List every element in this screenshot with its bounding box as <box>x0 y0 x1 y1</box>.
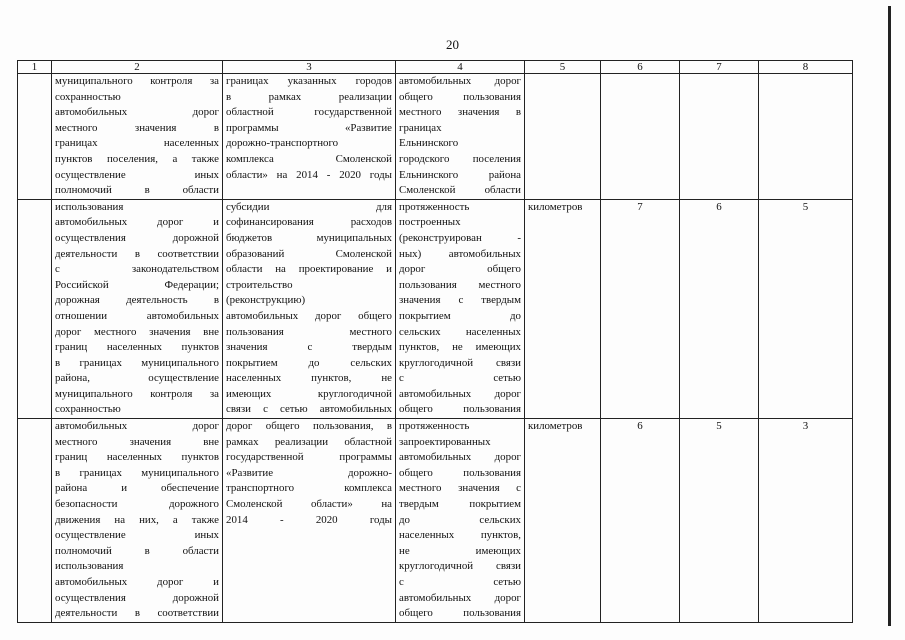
text-line: района, осуществление <box>55 372 219 385</box>
cell-value: 7 <box>601 199 680 418</box>
page-number: 20 <box>446 37 459 52</box>
text-line: комплекса Смоленской <box>226 152 392 165</box>
text-line: протяженность <box>399 200 470 213</box>
text-line: значения с твердым <box>399 294 521 307</box>
table-row <box>18 74 853 200</box>
column-header: 3 <box>223 61 396 74</box>
text-line: построенных <box>399 216 461 229</box>
cell-unit <box>525 74 601 200</box>
text-line: движения на них, а также <box>55 513 219 526</box>
text-line: имеющих круглогодичной <box>226 387 392 400</box>
text-line: района и обеспечение <box>55 482 219 495</box>
cell-indicator <box>396 199 525 418</box>
text-line: деятельности в соответствии <box>55 607 219 620</box>
text-line: пунктов поселения, а также <box>55 152 219 165</box>
cell-value <box>601 74 680 200</box>
text-line: области» на 2014 - 2020 годы <box>226 168 392 181</box>
cell-value: 6 <box>601 419 680 623</box>
text-line: общего пользования <box>399 607 521 620</box>
text-line: Российской Федерации; <box>55 278 219 291</box>
cell-number <box>18 419 52 623</box>
text-line: осуществление иных <box>55 529 219 542</box>
cell-indicator <box>396 74 525 200</box>
text-line: в границах муниципального <box>55 356 219 369</box>
text-line: сохранностью <box>55 403 121 416</box>
text-line: 2014 - 2020 годы <box>226 513 392 526</box>
text-line: государственной программы <box>226 451 392 464</box>
text-line: субсидии для <box>226 200 392 213</box>
text-line: круглогодичной связи <box>399 560 521 573</box>
cell-unit: километров <box>525 419 601 623</box>
text-line: (реконструкцию) <box>226 294 306 307</box>
text-line: пользования местного <box>226 325 392 338</box>
text-line: с сетью <box>399 576 521 588</box>
text-line: местного значения с <box>399 482 521 495</box>
page-edge-rule <box>888 6 891 626</box>
text-line: осуществления дорожной <box>55 591 219 604</box>
text-line: рамках реализации областной <box>226 435 392 448</box>
table-row <box>18 199 853 418</box>
text-line: покрытием до <box>399 309 521 322</box>
column-header: 5 <box>525 61 601 74</box>
column-header: 6 <box>601 61 680 74</box>
text-line: с законодательством <box>55 263 219 276</box>
text-line: автомобильных дорог и <box>55 576 219 588</box>
text-line: программы «Развитие <box>226 121 392 134</box>
text-line: осуществления дорожной <box>55 231 219 244</box>
text-line: полномочий в области <box>55 184 219 197</box>
text-line: сохранностью <box>55 90 121 103</box>
cell-funding <box>223 74 396 200</box>
cell-description <box>52 199 223 418</box>
table-row <box>18 419 853 623</box>
text-line: в рамках реализации <box>226 90 392 103</box>
document-table <box>17 60 853 623</box>
column-header: 8 <box>759 61 853 74</box>
text-line: автомобильных дорог <box>399 387 521 400</box>
text-line: софинансирования расходов <box>226 216 392 229</box>
text-line: общего пользования <box>399 403 521 416</box>
text-line: строительство <box>226 278 293 291</box>
text-line: покрытием до сельских <box>226 356 392 369</box>
cell-value: 5 <box>680 419 759 623</box>
text-line: границах населенных <box>55 137 219 150</box>
text-line: области на проектирование и <box>226 263 392 276</box>
text-line: дорог местного значения вне <box>55 325 219 338</box>
text-line: до сельских <box>399 513 521 526</box>
text-line: дорожно-транспортного <box>226 137 339 150</box>
text-line: дорожная деятельность в <box>55 294 219 307</box>
text-line: связи с сетью автомобильных <box>226 403 392 416</box>
text-line: деятельности в соответствии <box>55 247 219 260</box>
cell-description <box>52 419 223 623</box>
text-line: автомобильных дорог <box>55 106 219 119</box>
text-line: осуществление иных <box>55 168 219 181</box>
text-line: автомобильных дорог общего <box>226 309 392 322</box>
text-line: автомобильных дорог <box>399 75 521 87</box>
text-line: автомобильных дорог <box>399 451 521 464</box>
text-line: городского поселения <box>399 152 521 165</box>
cell-funding <box>223 419 396 623</box>
text-line: сельских населенных <box>399 325 521 338</box>
column-header: 1 <box>18 61 52 74</box>
text-line: общего пользования <box>399 90 521 103</box>
text-line: местного значения в <box>399 106 521 119</box>
text-line: автомобильных дорог <box>55 420 219 433</box>
text-line: дорог общего <box>399 263 521 276</box>
text-line: Смоленской области» на <box>226 498 392 511</box>
text-line: населенных пунктов, не <box>226 372 392 385</box>
text-line: протяженность <box>399 420 470 433</box>
text-line: твердым покрытием <box>399 498 521 511</box>
column-header: 7 <box>680 61 759 74</box>
cell-value <box>759 74 853 200</box>
column-header: 4 <box>396 61 525 74</box>
text-line: использования <box>55 560 124 573</box>
cell-funding <box>223 199 396 418</box>
text-line: границах указанных городов <box>226 75 392 87</box>
text-line: Смоленской области <box>399 184 521 197</box>
text-line: автомобильных дорог <box>399 591 521 604</box>
text-line: Ельнинского района <box>399 168 521 181</box>
text-line: использования <box>55 200 124 213</box>
text-line: круглогодичной связи <box>399 356 521 369</box>
text-line: населенных пунктов, <box>399 529 521 542</box>
header-row <box>18 61 853 74</box>
text-line: «Развитие дорожно- <box>226 466 392 479</box>
cell-value <box>680 74 759 200</box>
text-line: ных) автомобильных <box>399 247 521 260</box>
cell-value: 6 <box>680 199 759 418</box>
text-line: общего пользования <box>399 466 521 479</box>
text-line: дорог общего пользования, в <box>226 420 392 433</box>
text-line: транспортного комплекса <box>226 482 392 495</box>
text-line: Ельнинского <box>399 137 459 150</box>
text-line: местного значения вне <box>55 435 219 448</box>
text-line: в границах муниципального <box>55 466 219 479</box>
text-line: пользования местного <box>399 278 521 291</box>
text-line: границ населенных пунктов <box>55 451 219 464</box>
text-line: границах <box>399 121 442 134</box>
cell-number <box>18 199 52 418</box>
text-line: муниципального контроля за <box>55 387 219 400</box>
text-line: с сетью <box>399 372 521 385</box>
cell-description <box>52 74 223 200</box>
text-line: безопасности дорожного <box>55 498 219 511</box>
text-line: местного значения в <box>55 121 219 134</box>
cell-indicator <box>396 419 525 623</box>
text-line: муниципального контроля за <box>55 75 219 87</box>
text-line: отношении автомобильных <box>55 309 219 322</box>
text-line: бюджетов муниципальных <box>226 231 392 244</box>
text-line: не имеющих <box>399 544 521 557</box>
cell-number <box>18 74 52 200</box>
text-line: пунктов, не имеющих <box>399 341 521 354</box>
text-line: значения с твердым <box>226 341 392 354</box>
text-line: полномочий в области <box>55 544 219 557</box>
text-line: образований Смоленской <box>226 247 392 260</box>
text-line: автомобильных дорог и <box>55 216 219 229</box>
text-line: запроектированных <box>399 435 491 448</box>
column-header: 2 <box>52 61 223 74</box>
cell-value: 5 <box>759 199 853 418</box>
text-line: (реконструирован - <box>399 231 521 244</box>
cell-unit: километров <box>525 199 601 418</box>
text-line: границ населенных пунктов <box>55 341 219 354</box>
text-line: областной государственной <box>226 106 392 119</box>
cell-value: 3 <box>759 419 853 623</box>
